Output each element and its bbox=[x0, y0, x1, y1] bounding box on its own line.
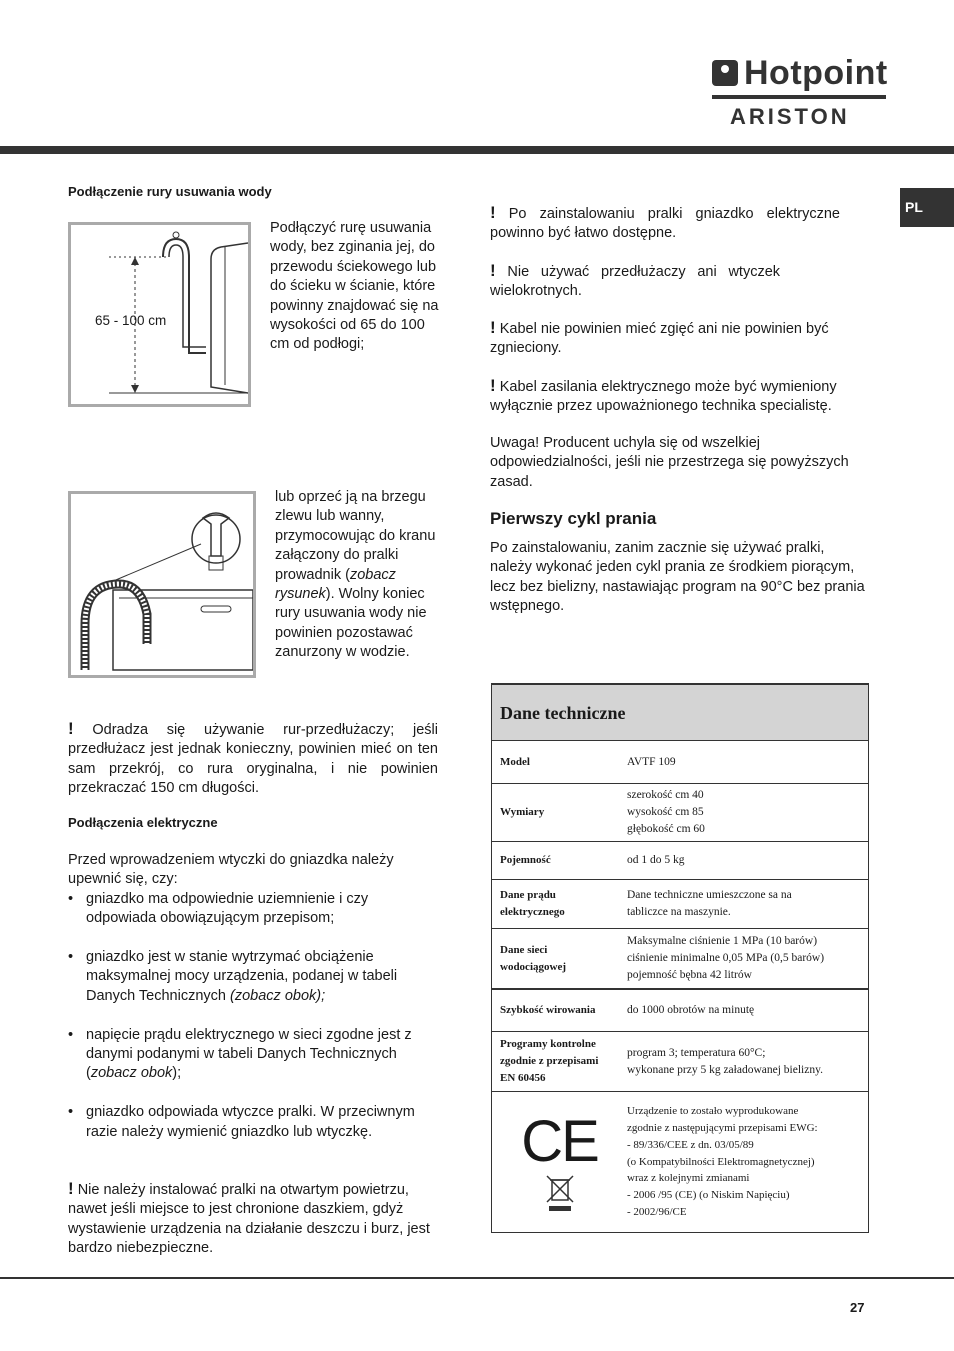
warning-outdoor bbox=[68, 1179, 446, 1259]
warning-icon: ! bbox=[490, 261, 496, 280]
warning-multi-plug: ! Nie używać przedłużaczy ani wtyczek wielokrotnych. bbox=[490, 261, 781, 300]
warning-icon: ! bbox=[490, 376, 496, 395]
drain-text-1: Podłączyć rurę usuwania wody, bez zginania jej, do przewodu ściekowego lub do ścieku w ścianie, które powinny znajdować się na wysokości od 65 do 100 cm od podłogi; bbox=[270, 220, 439, 353]
warning-extension bbox=[68, 719, 438, 799]
footer-rule bbox=[0, 1277, 954, 1279]
first-cycle-title: Pierwszy cykl prania bbox=[490, 509, 657, 528]
weee-bin-icon bbox=[545, 1172, 575, 1212]
language-tab: PL bbox=[900, 188, 954, 227]
electrical-intro: Przed wprowadzeniem wtyczki do gniazdka należy upewnić się, czy: bbox=[68, 852, 394, 888]
figure-height-label: 65 - 100 cm bbox=[95, 313, 167, 328]
warning-icon: ! bbox=[68, 719, 74, 738]
brand-logo bbox=[712, 56, 888, 90]
table-row: CE Urządzenie to zostało wyprodukowane zgodnie z następującymi przepisami EWG: - 89/336/CEE z dn. 03/05/89 (o Kompatybilności Elektromagnetycznej) wraz z kolejnymi zmianami - 2006 /95 (CE) (o Niskim Napięciu) - 2002/96/CE bbox=[521, 1105, 818, 1218]
electrical-checklist bbox=[68, 890, 440, 1142]
table-row: Szybkość wirowania do 1000 obrotów na minutę bbox=[492, 990, 868, 1032]
table-row: Programy kontrolne zgodnie z przepisami EN 60456 program 3; temperatura 60°C; wykonane przy 5 kg załadowanej bielizny. bbox=[492, 1032, 868, 1092]
warning-cable-replace: ! Kabel zasilania elektrycznego może być wymieniony wyłącznie przez upoważnionego technika specialistę. bbox=[490, 376, 837, 415]
drain-text-2 bbox=[275, 488, 443, 663]
brand-name: Hotpoint bbox=[744, 54, 888, 92]
list-item: • gniazdko odpowiada wtyczce pralki. W przeciwnym razie należy wymienić gniazdko lub wtyczkę. bbox=[68, 1103, 440, 1142]
manufacturer-note: Uwaga! Producent uchyla się od wszelkiej odpowiedzialności, jeśli nie przestrzega się powyższych zasad. bbox=[490, 435, 849, 490]
ce-mark-icon: CE bbox=[521, 1109, 598, 1174]
tech-data-title: Dane techniczne bbox=[492, 685, 868, 741]
electrical-text bbox=[68, 851, 440, 1161]
table-row: Wymiary szerokość cm 40 wysokość cm 85 głębokość cm 60 bbox=[492, 784, 868, 842]
table-row: Dane sieci wodociągowej Maksymalne ciśnienie 1 MPa (10 barów) ciśnienie minimalne 0,05 MPa (0,5 barów) pojemność bębna 42 litrów bbox=[492, 929, 868, 990]
page-number: 27 bbox=[850, 1300, 865, 1315]
header-rule bbox=[0, 146, 954, 154]
logo-mark-icon bbox=[712, 60, 738, 86]
section-title-drain: Podłączenie rury usuwania wody bbox=[68, 184, 272, 199]
logo-divider bbox=[712, 95, 886, 99]
warning-socket: ! Po zainstalowaniu pralki gniazdko elektryczne powinno być łatwo dostępne. bbox=[490, 203, 840, 242]
warning-cable-bend: ! Kabel nie powinien mieć zgięć ani nie powinien być zgnieciony. bbox=[490, 318, 829, 357]
list-item: • napięcie prądu elektrycznego w sieci zgodne jest z danymi podanymi w tabeli Danych Technicznych (zobacz obok); bbox=[68, 1026, 440, 1084]
figure-drain-basin bbox=[68, 491, 256, 678]
section-title-electrical: Podłączenia elektryczne bbox=[68, 815, 218, 830]
warning-icon: ! bbox=[68, 1179, 74, 1198]
list-item: • gniazdko jest w stanie wytrzymać obciążenie maksymalnej mocy urządzenia, podanej w tabeli Danych Technicznych (zobacz obok); bbox=[68, 948, 440, 1006]
drain-hose-basin-icon bbox=[71, 494, 253, 675]
warning-icon: ! bbox=[490, 318, 496, 337]
list-item: • gniazdko ma odpowiednie uziemnienie i czy odpowiada obowiązującym przepisom; bbox=[68, 890, 440, 929]
warning-extension-text: Odradza się używanie rur-przedłużaczy; jeśli przedłużacz jest jednak konieczny, powinien mieć on ten sam przekrój, co rura oryginalna, i nie powinien przekraczać 150 cm długości. bbox=[68, 722, 438, 797]
table-row: Model AVTF 109 bbox=[492, 741, 868, 784]
brand-sub: ARISTON bbox=[730, 104, 850, 129]
first-cycle-text: Po zainstalowaniu, zanim zacznie się używać pralki, należy wykonać jeden cykl prania ze środkiem piorącym, lecz bez bielizny, nastawiając program na 90°C bez prania wstępnego. bbox=[490, 540, 865, 615]
table-row: Dane prądu elektrycznego Dane techniczne umieszczone sa na tabliczce na maszynie. bbox=[492, 880, 868, 929]
drain-text-2-part-a: lub oprzeć ją na brzegu zlewu lub wanny, przymocowując do kranu załączony do pralki prowadnik ( bbox=[275, 489, 436, 583]
drain-text-2-emphasis: zobacz rysunek bbox=[275, 566, 396, 603]
warning-icon: ! bbox=[490, 203, 496, 222]
tech-data-table bbox=[491, 683, 869, 1233]
drain-text-2-part-b: ). Wolny koniec rury usuwania wody nie powinien pozostawać zanurzony w wodzie. bbox=[275, 586, 427, 661]
warning-outdoor-text: Nie należy instalować pralki na otwartym powietrzu, nawet jeśli miejsce to jest chronione daszkiem, gdyż wystawienie urządzenia na działanie deszczu i burz, jest bardzo niebezpieczne. bbox=[68, 1182, 430, 1257]
table-row: Pojemność od 1 do 5 kg bbox=[492, 842, 868, 880]
